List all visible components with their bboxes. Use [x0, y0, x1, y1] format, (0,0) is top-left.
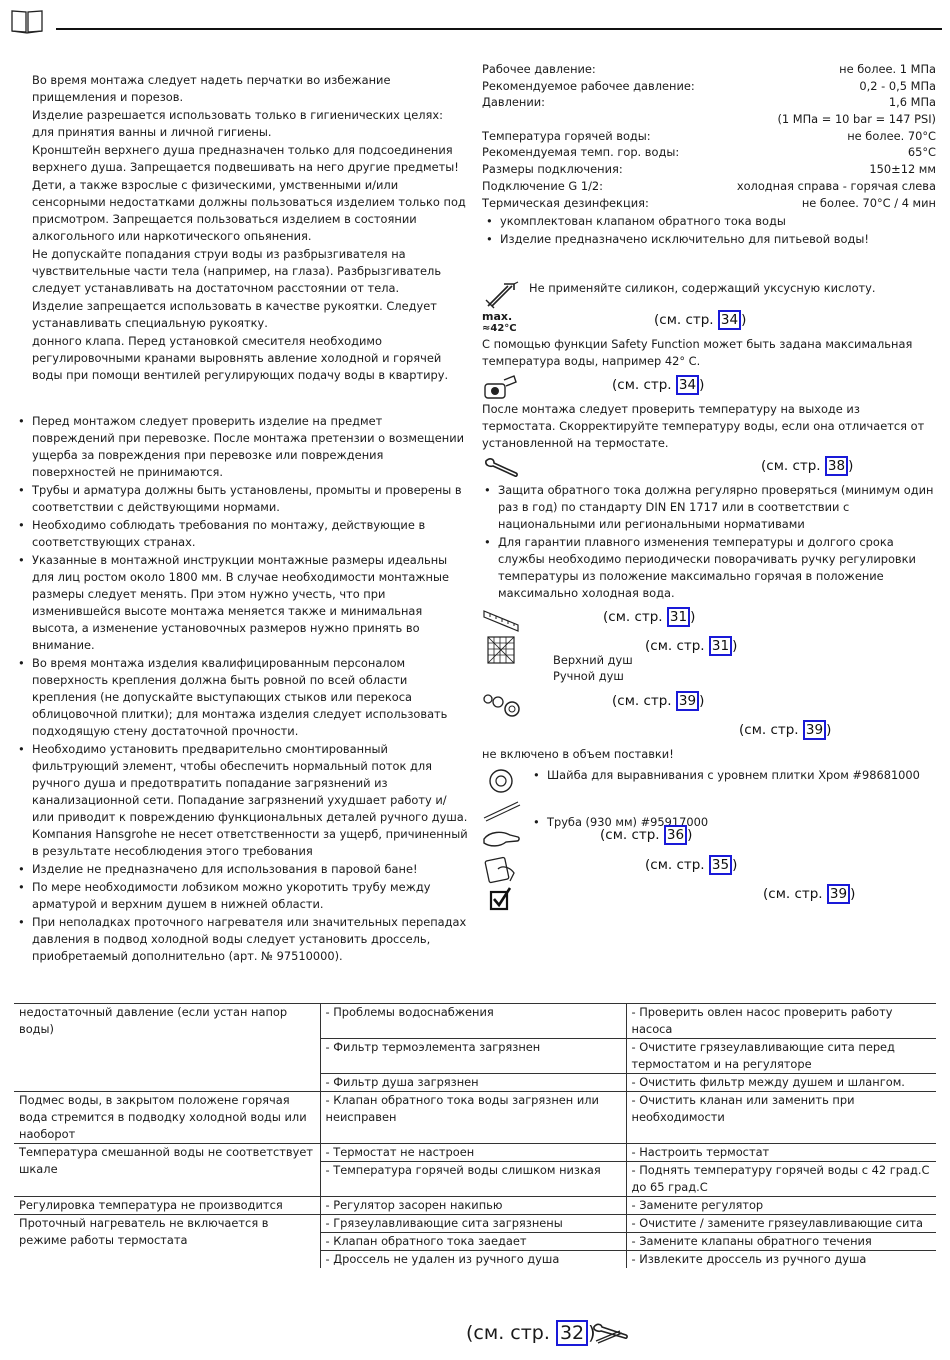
- problem-cell: Подмес воды, в закрытом положене горячая вода стремится в подводку холодной воды или наоборот: [14, 1092, 320, 1144]
- fix-cell: - Настроить термостат: [626, 1144, 936, 1162]
- installation-notes: [18, 413, 468, 966]
- cause-cell: - Клапан обратного тока заедает: [320, 1233, 626, 1251]
- spec-row: [482, 195, 936, 212]
- problem-cell: Регулировка температура не производится: [14, 1197, 320, 1215]
- ref-prefix: (см. стр.: [600, 827, 660, 843]
- safety-function-text: С помощью функции Safety Function может быть задана максимальная температура воды, например 42° C.: [482, 337, 913, 368]
- list-item: • Трубы и арматура должны быть установлены, промыты и проверены в соответствии с действующими нормами.: [18, 482, 468, 516]
- max-temp-label: ≈42°C: [482, 323, 517, 334]
- ref-suffix: ): [848, 458, 854, 474]
- footer-ref-page-link[interactable]: 32: [556, 1320, 588, 1346]
- spec-row: [482, 161, 936, 178]
- list-item: • Изделие предназначено исключительно для питьевой воды!: [486, 231, 936, 248]
- ref-prefix: (см. стр.: [612, 377, 672, 393]
- wrench-icon: [482, 455, 520, 479]
- spec-row: [482, 178, 936, 195]
- spec-label: Термическая дезинфекция:: [482, 195, 649, 210]
- spec-label: Размеры подключения:: [482, 162, 623, 177]
- checkbox-icon: [488, 886, 514, 912]
- problem-cell: Температура смешанной воды не соответствует шкале: [14, 1144, 320, 1197]
- spec-row: [482, 61, 936, 78]
- table-row: [14, 1144, 936, 1162]
- list-item: • укомплектован клапаном обратного тока воды: [486, 213, 936, 230]
- ref-suffix: ): [699, 377, 705, 393]
- page-ref: [645, 636, 737, 656]
- problem-cell: Проточный нагреватель не включается в режиме работы термостата: [14, 1215, 320, 1269]
- spec-row: [482, 78, 936, 95]
- list-item: • Изделие не предназначено для использования в паровой бане!: [18, 861, 468, 878]
- cause-cell: - Проблемы водоснабжения: [320, 1004, 626, 1039]
- table-row: [14, 1215, 936, 1233]
- safety-paragraph: донного клапа. Перед установкой смесителя необходимо регулировочными кранами выровнять авление холодной и горячей воды при помощи вентилей регулирующих подачу воды в квартиру.: [32, 334, 449, 382]
- cause-cell: - Регулятор засорен накипью: [320, 1197, 626, 1215]
- ruler-icon: [482, 607, 520, 633]
- rosette-icon: [488, 768, 514, 794]
- safety-paragraph: Во время монтажа следует надеть перчатки во избежание прищемления и порезов.: [32, 73, 391, 104]
- ref-page-link[interactable]: 35: [709, 855, 732, 875]
- header-rule: [56, 28, 942, 30]
- safety-paragraph: Кронштейн верхнего душа предназначен только для подсоединения верхнего душа. Запрещается подвешивать на него другие предметы!: [32, 143, 459, 174]
- footer-ref-prefix: (см. стр.: [466, 1322, 550, 1344]
- pipe-icon: [482, 800, 522, 822]
- spec-label: Рекомендуемое рабочее давление:: [482, 78, 695, 93]
- page-ref: [645, 855, 737, 875]
- page-ref: [654, 310, 746, 330]
- page-ref: [763, 884, 855, 904]
- service-notes: [484, 482, 934, 603]
- page-ref: [600, 825, 692, 845]
- fix-cell: - Очистить кланан или заменить при необходимости: [626, 1092, 936, 1144]
- list-item: • Указанные в монтажной инструкции монтажные размеры идеальны для лиц ростом около 1800 мм. В случае необходимости монтажные размеры следует менять. При этом нужно учесть, что при изменившейся высоте монтажа меняется также и минимальная высота, а изменение установочных размеров нужно принять во внимание.: [18, 552, 468, 654]
- list-item: • Необходимо установить предварительно смонтированный фильтрующий элемент, чтобы обеспечить нормальный поток для ручного душа и предотвратить попадание загрязнений из канализационной сети. Попадание загрязнений ухудшает работу и/или приводит к повреждению функциональных деталей ручного душа. Компания Hansgrohe не несет ответственности за ущерб, причиненный в результате несоблюдения этого требования: [18, 741, 468, 860]
- spec-row: [482, 111, 936, 128]
- safety-paragraph: Дети, а также взрослые с физическими, умственными и/или сенсорными недостатками должны пользоваться изделием только под присмотром. Запрещается пользоваться изделием в состоянии алкогольного или наркотического опьянения.: [32, 178, 466, 243]
- cause-cell: - Грязеулавливающие сита загрязнены: [320, 1215, 626, 1233]
- spec-value: не более. 70°C / 4 мин: [801, 195, 936, 210]
- page-ref: [739, 720, 831, 740]
- spec-value: 65°C: [907, 145, 936, 160]
- spec-label: Рекомендуемая темп. гор. воды:: [482, 145, 680, 160]
- footer-page-ref: [466, 1320, 596, 1346]
- list-item: • Во время монтажа изделия квалифицированным персоналом поверхность крепления должна быть ровной по всей области крепления (не допускайте выступающих стыков или перекоса облицовочной плитки); для монтажа изделия следует использовать подходящую стену достаточной прочности.: [18, 655, 468, 740]
- ref-prefix: (см. стр.: [654, 312, 714, 328]
- ref-prefix: (см. стр.: [603, 609, 663, 625]
- spec-value: холодная справа - горячая слева: [736, 178, 936, 193]
- silicone-note: Не применяйте силикон, содержащий уксусную кислоту.: [529, 281, 876, 295]
- max-label: max.: [482, 310, 513, 323]
- fix-cell: - Очистите грязеулавливающие сита перед термостатом и на регуляторе: [626, 1039, 936, 1074]
- ref-suffix: ): [826, 722, 832, 738]
- list-item: • По мере необходимости лобзиком можно укоротить трубу между арматурой и верхним душем в нижней области.: [18, 879, 468, 913]
- safety-paragraph: Изделие запрещается использовать в качестве рукоятки. Следует устанавливать специальную рукоятку.: [32, 299, 437, 330]
- tile-grid-icon: [487, 636, 515, 664]
- safety-paragraph: Не допускайте попадания струи воды из разбрызгивателя на чувствительные части тела (например, на глаза). Разбрызгиватель следует устанавливать на достаточном расстоянии от тела.: [32, 247, 442, 295]
- accessory-item: • Шайба для выравнивания с уровнем плитки Хром #98681000: [533, 767, 933, 784]
- spec-value: 0,2 - 0,5 MПа: [859, 78, 936, 93]
- not-included-note: не включено в объем поставки!: [482, 747, 674, 761]
- ref-page-link[interactable]: 39: [803, 720, 826, 740]
- spec-value: 1,6 MПа: [888, 95, 936, 110]
- spec-row: [482, 94, 936, 111]
- list-item: • Необходимо соблюдать требования по монтажу, действующие в соответствующих странах.: [18, 517, 468, 551]
- ref-prefix: (см. стр.: [763, 886, 823, 902]
- ref-suffix: ): [732, 857, 738, 873]
- fix-cell: - Проверить овлен насос проверить работу насоса: [626, 1004, 936, 1039]
- shower-hand-label: Ручной душ: [553, 669, 624, 683]
- page-ref: [603, 607, 695, 627]
- ref-page-link[interactable]: 39: [676, 691, 699, 711]
- spec-label: Температура горячей воды:: [482, 128, 651, 143]
- ref-suffix: ): [699, 693, 705, 709]
- spec-label: Давлении:: [482, 95, 545, 110]
- page-ref: [612, 375, 704, 395]
- cause-cell: - Фильтр термоэлемента загрязнен: [320, 1039, 626, 1074]
- spec-value: 150±12 мм: [869, 162, 936, 177]
- ref-page-link[interactable]: 34: [676, 375, 699, 395]
- book-icon: [10, 8, 44, 34]
- list-item: • Защита обратного тока должна регулярно проверяться (минимум один раз в год) по стандарту DIN EN 1717 или в соответствии с национальными или региональными нормативами: [484, 482, 934, 533]
- list-item: • При неполадках проточного нагревателя или значительных перепадах давления в подвод холодной воды следует установить дроссель, приобретаемый дополнительно (арт. № 97510000).: [18, 914, 468, 965]
- ref-suffix: ): [850, 886, 856, 902]
- list-item: • Перед монтажом следует проверить изделие на предмет повреждений при перевозке. После монтажа претензии о возмещении ущерба за повреждения при перевозке или повреждения поверхностей не принимаются.: [18, 413, 468, 481]
- cleaning-hand-icon: [482, 825, 522, 851]
- cause-cell: - Фильтр душа загрязнен: [320, 1074, 626, 1092]
- spec-value: (1 MПа = 10 bar = 147 PSI): [777, 112, 936, 127]
- ref-prefix: (см. стр.: [739, 722, 799, 738]
- ref-suffix: ): [690, 609, 696, 625]
- fix-cell: - Очистите / замените грязеулавливающие сита: [626, 1215, 936, 1233]
- tools-icon: [590, 1321, 630, 1345]
- troubleshooting-table: [14, 1003, 936, 1268]
- silicone-gun-icon: [484, 280, 520, 310]
- fix-cell: - Поднять температуру горячей воды с 42 град.С до 65 град.С: [626, 1162, 936, 1197]
- ref-suffix: ): [732, 638, 738, 654]
- page-ref: [612, 691, 704, 711]
- after-install-text: После монтажа следует проверить температуру на выходе из термостата. Скорректируйте температуру воды, если она отличается от установленной на термостате.: [482, 402, 925, 450]
- ref-page-link[interactable]: 39: [827, 884, 850, 904]
- spec-value: не более. 1 MПа: [839, 62, 936, 76]
- cause-cell: - Дроссель не удален из ручного душа: [320, 1251, 626, 1269]
- shower-top-label: Верхний душ: [553, 653, 633, 667]
- ref-suffix: ): [687, 827, 693, 843]
- footer-ref-suffix: ): [588, 1322, 596, 1344]
- thermostat-hand-icon: [482, 374, 518, 402]
- cause-cell: - Термостат не настроен: [320, 1144, 626, 1162]
- fittings-icon: [482, 690, 522, 718]
- fix-cell: - Замените клапаны обратного течения: [626, 1233, 936, 1251]
- fix-cell: - Очистить фильтр между душем и шлангом.: [626, 1074, 936, 1092]
- accessory-item: • Труба (930 мм) #95917000: [533, 814, 933, 831]
- ref-prefix: (см. стр.: [761, 458, 821, 474]
- cause-cell: - Температура горячей воды слишком низкая: [320, 1162, 626, 1197]
- technical-data: [482, 61, 936, 249]
- table-row: [14, 1197, 936, 1215]
- page-ref: [761, 456, 853, 476]
- ref-prefix: (см. стр.: [645, 638, 705, 654]
- table-row: [14, 1092, 936, 1144]
- fix-cell: - Извлеките дроссель из ручного душа: [626, 1251, 936, 1269]
- safety-instructions: [20, 72, 468, 385]
- safety-paragraph: Изделие разрешается использовать только в гигиенических целях: для принятия ванны и личной гигиены.: [32, 108, 443, 139]
- ref-suffix: ): [741, 312, 747, 328]
- table-row: [14, 1004, 936, 1039]
- spec-row: [482, 128, 936, 145]
- ref-page-link[interactable]: 34: [718, 310, 741, 330]
- spec-row: [482, 144, 936, 161]
- list-item: • Для гарантии плавного изменения температуры и долгого срока службы необходимо периодически поворачивать ручку регулировки температуры из положение максимально горячая в положение максимально холодная вода.: [484, 534, 934, 602]
- spec-value: не более. 70°C: [847, 128, 936, 143]
- ref-page-link[interactable]: 36: [664, 825, 687, 845]
- ref-prefix: (см. стр.: [612, 693, 672, 709]
- fix-cell: - Замените регулятор: [626, 1197, 936, 1215]
- ref-prefix: (см. стр.: [645, 857, 705, 873]
- problem-cell: недостаточный давление (если устан напор воды): [14, 1004, 320, 1092]
- ref-page-link[interactable]: 38: [825, 456, 848, 476]
- cause-cell: - Клапан обратного тока воды загрязнен или неисправен: [320, 1092, 626, 1144]
- spec-label: Подключение G 1/2:: [482, 178, 603, 193]
- ref-page-link[interactable]: 31: [709, 636, 732, 656]
- ref-page-link[interactable]: 31: [667, 607, 690, 627]
- care-icon: [484, 855, 518, 885]
- spec-label: Рабочее давление:: [482, 62, 596, 76]
